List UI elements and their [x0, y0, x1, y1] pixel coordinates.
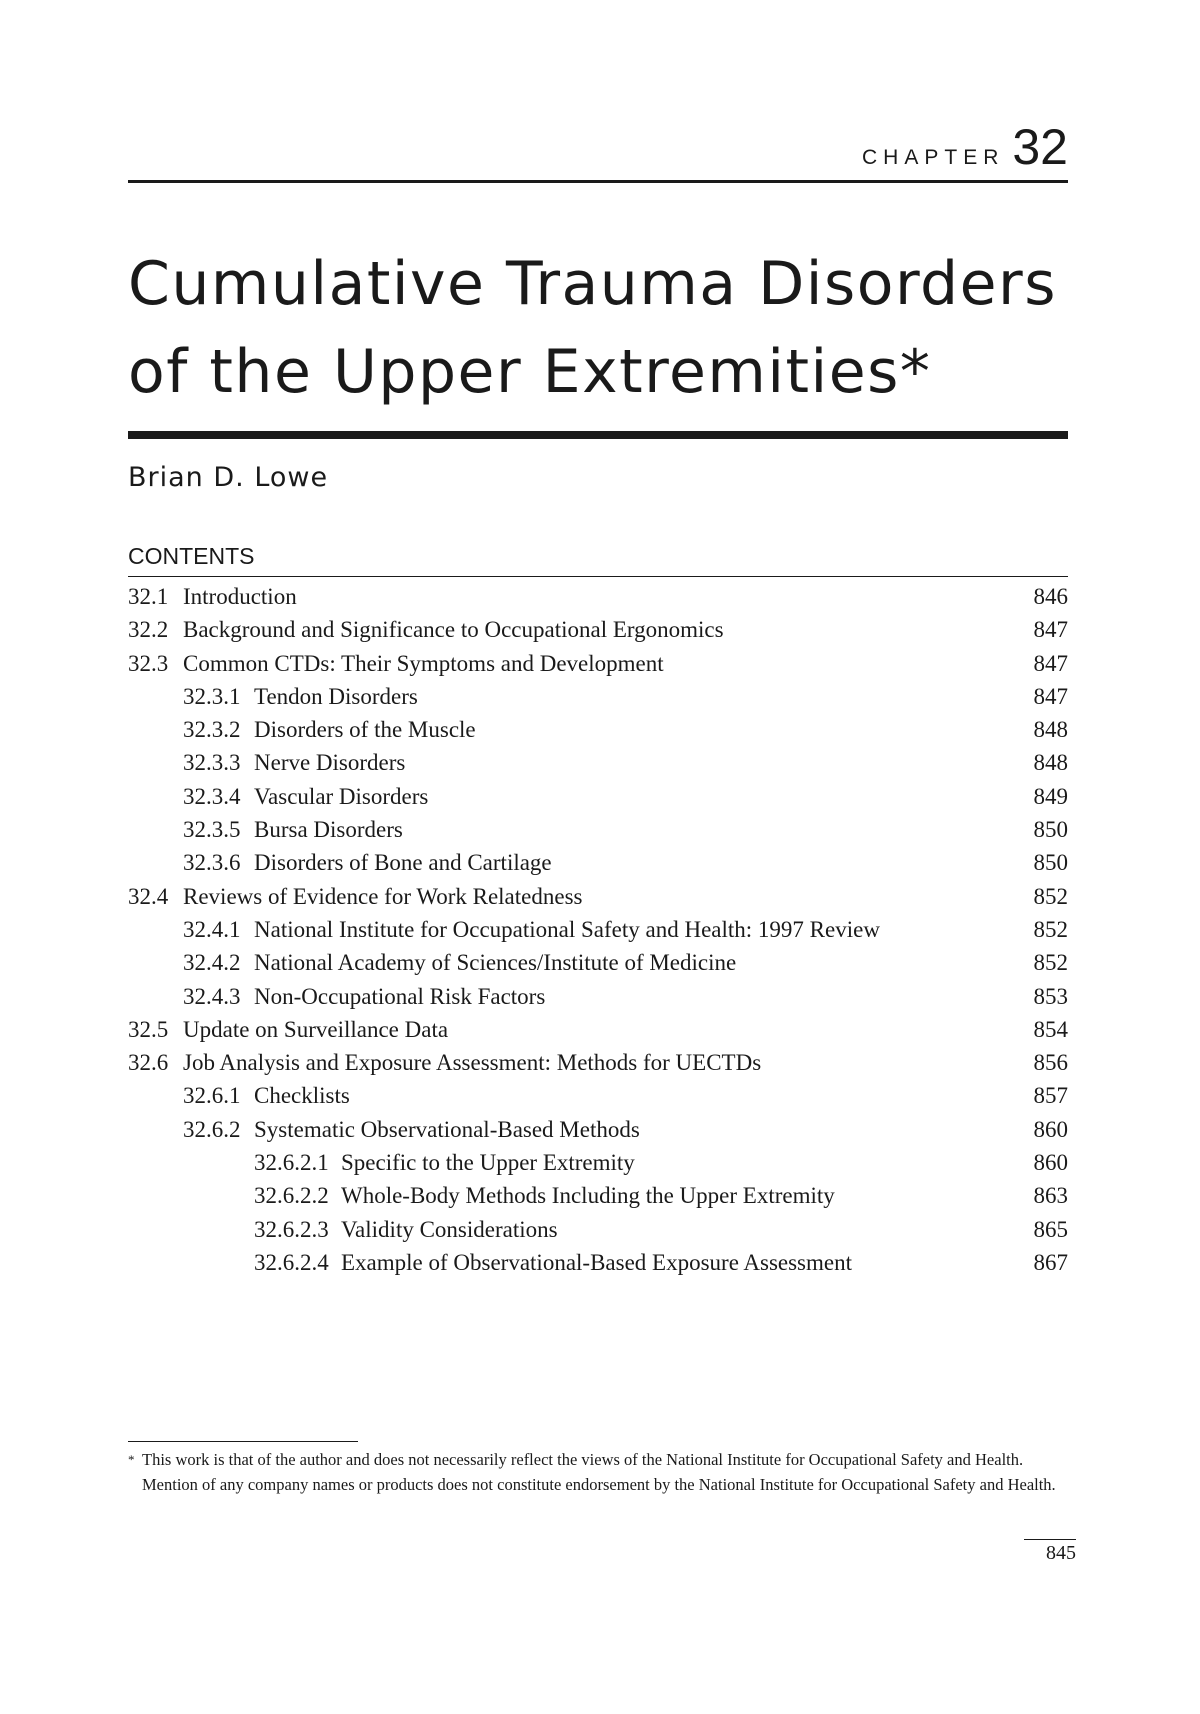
toc-section-title: National Academy of Sciences/Institute of Medicine: [254, 950, 737, 976]
toc-section-number: 32.3.5: [183, 817, 241, 843]
toc-entry: [128, 713, 1068, 746]
toc-entry: [128, 746, 1068, 779]
toc-entry: [128, 880, 1068, 913]
toc-section-title: Introduction: [183, 584, 297, 609]
toc-section-title: Non-Occupational Risk Factors: [254, 983, 546, 1009]
toc-section-title: Disorders of the Muscle: [254, 717, 476, 743]
toc-entry: [128, 846, 1068, 879]
toc-page-number: 863: [1033, 1183, 1068, 1209]
toc-page-number: 847: [1033, 650, 1068, 676]
toc-section-number: 32.6.2.3: [254, 1216, 329, 1242]
toc-section-number: 32.6: [128, 1050, 169, 1076]
toc-page-number: 853: [1033, 983, 1068, 1009]
toc-section-title: Bursa Disorders: [254, 817, 403, 843]
toc-section-number: 32.4.1: [183, 916, 241, 942]
footnote-text: This work is that of the author and does not necessarily reflect the views of the National Institute for Occupational Safety and Health. Mention of any company names or products does not constitute endorsement by the National Institute for Occupational Safety and Health.: [142, 1450, 1056, 1494]
toc-entry: [128, 813, 1068, 846]
chapter-rule: [128, 180, 1068, 183]
contents-heading: CONTENTS: [128, 543, 255, 569]
toc-entry: [128, 1013, 1068, 1046]
toc-page-number: 850: [1033, 850, 1068, 876]
toc-section-title: Background and Significance to Occupational Ergonomics: [183, 617, 724, 643]
toc-entry: [128, 613, 1068, 646]
page-number-rule: [1024, 1539, 1076, 1540]
contents-rule: [128, 576, 1068, 577]
page-number: 845: [1046, 1542, 1076, 1564]
toc-entry: [128, 680, 1068, 713]
toc-section-title: Update on Surveillance Data: [183, 1016, 449, 1042]
toc-section-title: Specific to the Upper Extremity: [341, 1150, 635, 1176]
toc-section-number: 32.3.3: [183, 750, 241, 776]
toc-entry: [128, 1113, 1068, 1146]
toc-entry: [128, 780, 1068, 813]
toc-entry: [128, 946, 1068, 979]
chapter-label: CHAPTER: [862, 146, 1005, 169]
toc-section-title: Systematic Observational-Based Methods: [254, 1116, 640, 1142]
title-rule: [128, 431, 1068, 439]
toc-section-number: 32.6.2: [183, 1116, 241, 1142]
toc-section-title: Vascular Disorders: [254, 783, 429, 809]
toc-section-title: National Institute for Occupational Safety and Health: 1997 Review: [254, 916, 880, 942]
toc-page-number: 857: [1033, 1083, 1068, 1109]
toc-section-number: 32.5: [128, 1016, 169, 1042]
chapter-title-line-1: Cumulative Trauma Disorders: [128, 249, 1057, 319]
toc-section-number: 32.3.6: [183, 850, 241, 876]
toc-entry: [128, 913, 1068, 946]
toc-section-number: 32.6.2.4: [254, 1249, 329, 1275]
toc-page-number: 850: [1033, 817, 1068, 843]
toc-section-title: Common CTDs: Their Symptoms and Development: [183, 650, 664, 676]
toc-section-title: Job Analysis and Exposure Assessment: Methods for UECTDs: [183, 1050, 762, 1076]
toc-entry: [128, 1213, 1068, 1246]
toc-page-number: 849: [1033, 783, 1068, 809]
toc-entry: [128, 1079, 1068, 1112]
toc-section-number: 32.6.1: [183, 1083, 241, 1109]
toc-page-number: 852: [1033, 950, 1068, 976]
toc-page-number: 854: [1033, 1016, 1068, 1042]
toc-entry: [128, 580, 1068, 613]
toc-section-number: 32.4.3: [183, 983, 241, 1009]
chapter-number: 32: [1012, 119, 1068, 175]
author-name: Brian D. Lowe: [128, 462, 329, 493]
toc-section-number: 32.3: [128, 650, 169, 676]
footnote-rule: [128, 1441, 358, 1442]
chapter-title: [128, 240, 1068, 416]
toc-section-number: 32.2: [128, 617, 169, 643]
toc-entry: [128, 1146, 1068, 1179]
toc-entry: [128, 1179, 1068, 1212]
toc-section-number: 32.3.2: [183, 717, 241, 743]
toc-section-title: Example of Observational-Based Exposure Assessment: [341, 1249, 852, 1275]
toc-section-number: 32.6.2.2: [254, 1183, 329, 1209]
toc-section-title: Reviews of Evidence for Work Relatedness: [183, 883, 583, 909]
footnote-mark: *: [128, 1452, 135, 1467]
chapter-header: [128, 118, 1068, 176]
toc-page-number: 848: [1033, 717, 1068, 743]
toc-page-number: 867: [1033, 1249, 1068, 1275]
toc-entry: [128, 647, 1068, 680]
toc-page-number: 848: [1033, 750, 1068, 776]
toc-section-title: Whole-Body Methods Including the Upper Extremity: [341, 1183, 835, 1209]
toc-section-title: Checklists: [254, 1083, 350, 1109]
toc-page-number: 860: [1033, 1116, 1068, 1142]
footnote: [128, 1447, 1068, 1497]
toc-page-number: 860: [1033, 1150, 1068, 1176]
toc-section-number: 32.4: [128, 883, 169, 909]
toc-section-number: 32.3.4: [183, 783, 241, 809]
toc-page-number: 865: [1033, 1216, 1068, 1242]
toc-section-number: 32.3.1: [183, 683, 241, 709]
toc-section-title: Validity Considerations: [341, 1216, 558, 1242]
toc-page-number: 852: [1033, 916, 1068, 942]
toc-page-number: 847: [1033, 617, 1068, 643]
toc-section-title: Nerve Disorders: [254, 750, 406, 776]
toc-section-number: 32.1: [128, 584, 169, 609]
toc-page-number: 847: [1033, 683, 1068, 709]
toc-entry: [128, 1046, 1068, 1079]
toc-entry: [128, 1246, 1068, 1279]
toc-page-number: 852: [1033, 883, 1068, 909]
toc-entry: [128, 980, 1068, 1013]
toc-section-title: Disorders of Bone and Cartilage: [254, 850, 552, 876]
toc-page-number: 846: [1033, 584, 1068, 609]
table-of-contents: [128, 580, 1068, 1279]
toc-section-number: 32.4.2: [183, 950, 241, 976]
toc-page-number: 856: [1033, 1050, 1068, 1076]
toc-section-title: Tendon Disorders: [254, 683, 418, 709]
toc-section-number: 32.6.2.1: [254, 1150, 329, 1176]
chapter-title-line-2: of the Upper Extremities*: [128, 337, 932, 407]
